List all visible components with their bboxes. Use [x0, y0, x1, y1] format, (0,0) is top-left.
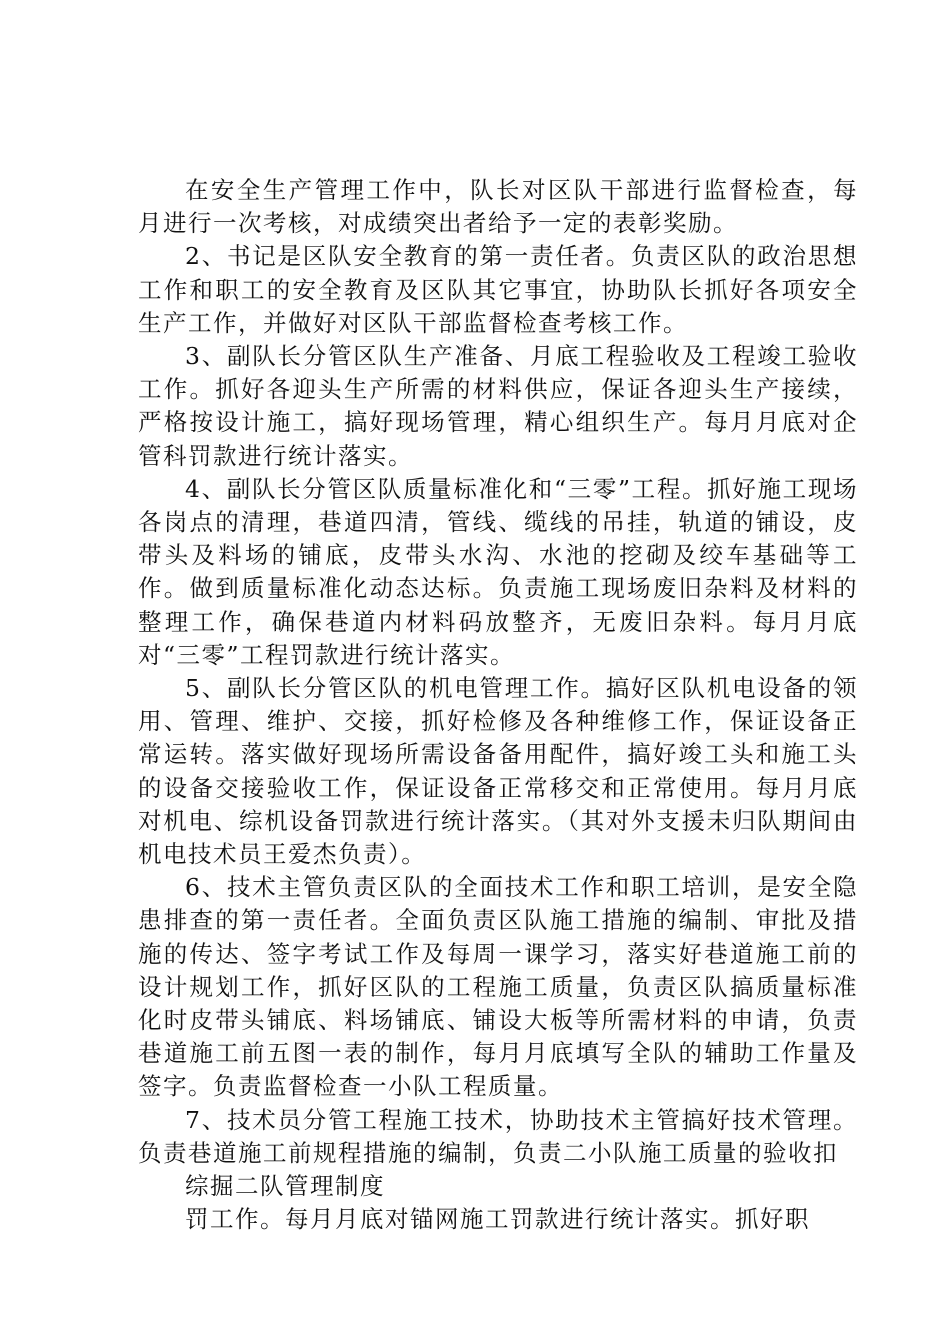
paragraph-item-5: 5、副队长分管区队的机电管理工作。搞好区队机电设备的领用、管理、维护、交接，抓好检修及各种维修工作，保证设备正常运转。落实做好现场所需设备备用配件，搞好竣工头和施工头的设备交接验收工作，保证设备正常移交和正常使用。每月月底对机电、综机设备罚款进行统计落实。（其对外支援未归队期间由机电技术员王爱杰负责）。: [138, 674, 858, 869]
paragraph-item-3: 3、副队长分管区队生产准备、月底工程验收及工程竣工验收工作。抓好各迎头生产所需的材料供应，保证各迎头生产接续，严格按设计施工，搞好现场管理，精心组织生产。每月月底对企管科罚款进行统计落实。: [138, 342, 858, 470]
document-heading: 综掘二队管理制度: [185, 1172, 385, 1201]
paragraph-item-7: 7、技术员分管工程施工技术，协助技术主管搞好技术管理。负责巷道施工前规程措施的编制，负责二小队施工质量的验收扣: [138, 1105, 858, 1167]
paragraph-item-4: 4、副队长分管区队质量标准化和“三零”工程。抓好施工现场各岗点的清理，巷道四清，管线、缆线的吊挂，轨道的铺设，皮带头及料场的铺底，皮带头水沟、水池的挖砌及绞车基础等工作。做到质量标准化动态达标。负责施工现场废旧杂料及材料的整理工作，确保巷道内材料码放整齐，无废旧杂料。每月月底对“三零”工程罚款进行统计落实。: [138, 474, 858, 669]
document-body: [138, 174, 858, 1237]
paragraph-item-2: 2、书记是区队安全教育的第一责任者。负责区队的政治思想工作和职工的安全教育及区队其它事宜，协助队长抓好各项安全生产工作，并做好对区队干部监督检查考核工作。: [138, 242, 858, 337]
paragraph-item-6: 6、技术主管负责区队的全面技术工作和职工培训，是安全隐患排查的第一责任者。全面负责区队施工措施的编制、审批及措施的传达、签字考试工作及每周一课学习，落实好巷道施工前的设计规划工作，抓好区队的工程施工质量，负责区队搞质量标准化时皮带头铺底、料场铺底、铺设大板等所需材料的申请，负责巷道施工前五图一表的制作，每月月底填写全队的辅助工作量及签字。负责监督检查一小队工程质量。: [138, 873, 858, 1101]
paragraph-intro: 在安全生产管理工作中，队长对区队干部进行监督检查，每月进行一次考核，对成绩突出者给予一定的表彰奖励。: [138, 176, 858, 238]
paragraph-continuation: 罚工作。每月月底对锚网施工罚款进行统计落实。抓好职: [185, 1205, 810, 1234]
